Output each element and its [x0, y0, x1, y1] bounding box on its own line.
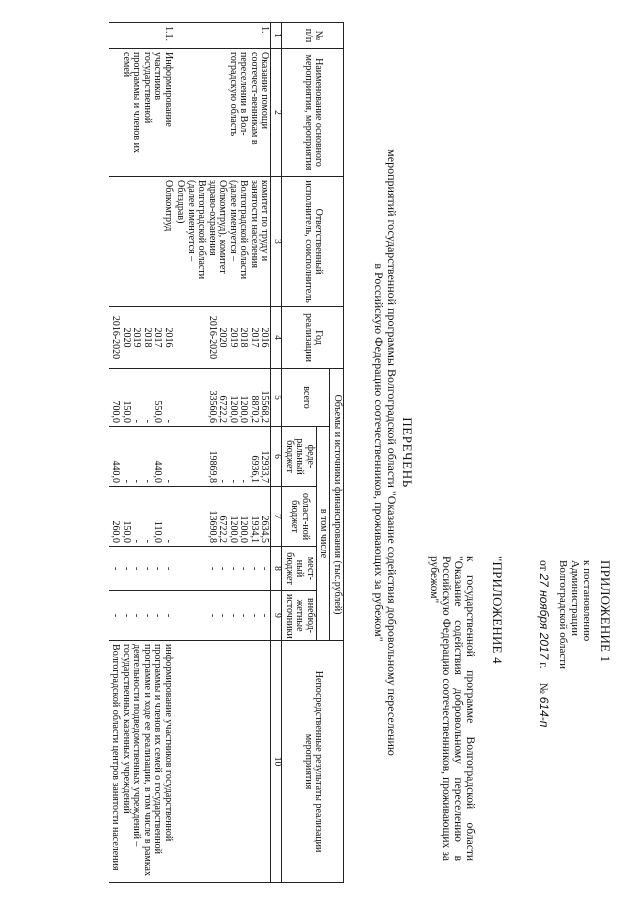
row-years-value: 2020: [121, 327, 132, 348]
row-total-value: 33560,6: [207, 390, 218, 423]
row-extra-value: -: [207, 613, 218, 618]
row-federal-value: -: [228, 479, 239, 483]
row-extra: [174, 591, 271, 641]
row-total-value: -: [163, 419, 174, 423]
col-number: 4: [271, 307, 282, 369]
col-number: 3: [271, 177, 282, 307]
row-years-value: 2018: [238, 327, 250, 348]
row-local-value: -: [207, 566, 218, 571]
col-number: 1: [271, 23, 282, 49]
col-number: 8: [271, 547, 282, 591]
decree-date-line: [537, 560, 550, 860]
decree-number: 614-п: [537, 696, 552, 728]
administration-label: Администрации: [569, 560, 582, 637]
row-regional-value: -: [142, 539, 153, 543]
row-local-value: -: [131, 566, 143, 571]
title-line-1: мероприятий государственной программы Волгоградской области "Оказание содействия добровольному переселению: [384, 149, 399, 756]
row-regional-value: 150,0: [121, 520, 132, 543]
date-prefix: от: [537, 560, 550, 571]
header-num: № п/п: [282, 23, 344, 49]
header-executor: Ответственный исполнитель, соисполнитель: [282, 177, 344, 307]
row-total-value: 1200,0: [238, 395, 250, 423]
row-total-value: 1200,0: [228, 395, 239, 423]
appendix-label: ПРИЛОЖЕНИЕ 1: [598, 560, 613, 663]
row-extra-value: -: [238, 613, 250, 618]
row-years: [109, 307, 174, 369]
row-total-value: 15568,2: [259, 390, 271, 423]
row-local: [109, 547, 174, 591]
row-regional-value: 2634,5: [259, 515, 271, 543]
row-total: [174, 369, 271, 427]
row-regional-value: -: [131, 539, 143, 543]
row-federal-value: 440,0: [110, 460, 122, 483]
header-year: Год реализации: [282, 307, 344, 369]
row-extra-value: -: [142, 613, 153, 618]
row-regional-value: 13690,8: [207, 510, 218, 543]
row-years-value: 2020: [217, 327, 229, 348]
row-years-value: 2016-2020: [110, 315, 122, 360]
row-extra: [109, 591, 174, 641]
title-line-2: в Российскую Федерацию соотечественников, проживающих за рубежом": [371, 263, 386, 642]
row-extra-value: -: [110, 613, 122, 618]
row-total-value: -: [142, 419, 153, 423]
row-local-value: -: [121, 566, 132, 571]
row-federal-value: 19869,8: [207, 450, 218, 483]
row-num: 1.: [174, 23, 271, 49]
row-local-value: -: [217, 566, 229, 571]
row-regional-value: 6722,2: [217, 515, 229, 543]
row-years-value: 2017: [249, 327, 260, 348]
appendix-block: [428, 556, 504, 861]
row-regional: [109, 487, 174, 547]
row-num: 1.1.: [109, 23, 174, 49]
col-number: 9: [271, 591, 282, 641]
row-regional-value: 1934,1: [249, 515, 260, 543]
row-extra-value: -: [259, 613, 271, 618]
row-total-value: 6722,2: [217, 395, 229, 423]
row-years-value: 2016: [259, 327, 271, 348]
to-decree-label: к постановлению: [580, 560, 593, 642]
row-regional-value: -: [163, 539, 174, 543]
row-years-value: 2018: [142, 327, 153, 348]
row-total-value: 700,0: [110, 400, 122, 423]
table-body: [109, 23, 271, 883]
row-federal-value: -: [238, 479, 250, 483]
row-federal: [109, 427, 174, 487]
table-row: [109, 23, 174, 883]
row-regional-value: 1200,0: [228, 515, 239, 543]
row-total: [109, 369, 174, 427]
row-federal-value: -: [131, 479, 143, 483]
row-executor: Облкомтруд: [109, 177, 174, 307]
col-number: 2: [271, 49, 282, 177]
row-federal-value: -: [142, 479, 153, 483]
row-local-value: -: [259, 566, 271, 571]
row-total-value: 150,0: [121, 400, 132, 423]
date-suffix: г.: [537, 662, 550, 669]
row-federal-value: 440,0: [152, 460, 164, 483]
row-local-value: -: [110, 566, 122, 571]
document-title: [371, 0, 414, 905]
header-results: Непосредственные результаты реализации мероприятия: [282, 641, 344, 883]
row-years-value: 2019: [131, 327, 143, 348]
row-extra-value: -: [228, 613, 239, 618]
row-years-value: 2019: [228, 327, 239, 348]
row-years: [174, 307, 271, 369]
row-total-value: 8870,2: [249, 395, 260, 423]
region-label: Волгоградской области: [557, 560, 570, 669]
table-row: [174, 23, 271, 883]
row-federal-value: -: [121, 479, 132, 483]
col-number: 6: [271, 427, 282, 487]
header-federal: феде-ральный бюджет: [282, 427, 317, 487]
row-name: Информирование участников государственной программы и членов их семей: [109, 49, 174, 177]
col-number: 10: [271, 641, 282, 883]
header-funding: Объемы и источники финансирования (тыс.рублей): [330, 369, 344, 641]
appendix4-label: "ПРИЛОЖЕНИЕ 4: [490, 556, 505, 664]
title-heading: ПЕРЕЧЕНЬ: [400, 417, 415, 488]
row-federal-value: 12933,7: [259, 450, 271, 483]
row-years-value: 2017: [152, 327, 164, 348]
row-result: [174, 641, 271, 883]
row-total-value: -: [131, 419, 143, 423]
row-local: [174, 547, 271, 591]
header-regional: област-ной бюджет: [282, 487, 317, 547]
row-local-value: -: [228, 566, 239, 571]
row-result: информирование участников государственной программы и членов их семей о государственной программе и ходе ее реализации, в том числе в рамках деятельности подведомственных учреждений – государственных казенных учреждений Волгоградской области центров занятости населения: [109, 641, 174, 883]
row-extra-value: -: [121, 613, 132, 618]
appendix4-text: к государственной программе Волгоградской области "Оказание содействия добровольному переселению в Российскую Федерацию соотечественников, проживающих за рубежом": [427, 556, 476, 861]
header-local: мест-ный бюджет: [282, 547, 317, 591]
row-name: Оказание помощи соотечест-венникам в переселении в Вол-гоградскую область: [174, 49, 271, 177]
row-regional-value: 260,0: [110, 520, 122, 543]
row-regional-value: 110,0: [152, 520, 164, 543]
row-total-value: 550,0: [152, 400, 164, 423]
decree-date: 27 ноября 2017: [537, 573, 552, 660]
header-total: всего: [282, 369, 330, 427]
header-name: Наименование основного мероприятия, мероприятия: [282, 49, 344, 177]
row-federal-value: 6936,1: [249, 455, 260, 483]
row-local-value: -: [238, 566, 250, 571]
row-extra-value: -: [152, 613, 164, 618]
decree-header: [537, 560, 612, 860]
row-federal-value: -: [217, 479, 229, 483]
row-extra-value: -: [131, 613, 143, 618]
row-local-value: -: [142, 566, 153, 571]
measures-table: [109, 22, 344, 883]
col-number: 5: [271, 369, 282, 427]
header-extra: внебюд-жетные источники: [282, 591, 317, 641]
row-years-value: 2016-2020: [207, 315, 218, 360]
row-regional-value: 1200,0: [238, 515, 250, 543]
row-years-value: 2016: [163, 327, 174, 348]
row-executor: комитет по труду и занятости населения Волгоградской области (далее именуется – Облкомтруд), комитет здраво-охранения Волгоградской области (далее именуется – Облздрав): [174, 177, 271, 307]
row-extra-value: -: [163, 613, 174, 618]
row-federal-value: -: [163, 479, 174, 483]
col-number: 7: [271, 487, 282, 547]
row-federal: [174, 427, 271, 487]
row-extra-value: -: [217, 613, 229, 618]
number-prefix: №: [537, 682, 550, 694]
row-local-value: -: [249, 566, 260, 571]
row-regional: [174, 487, 271, 547]
header-including: в том числе: [317, 427, 331, 641]
row-extra-value: -: [249, 613, 260, 618]
row-local-value: -: [163, 566, 174, 571]
row-local-value: -: [152, 566, 164, 571]
